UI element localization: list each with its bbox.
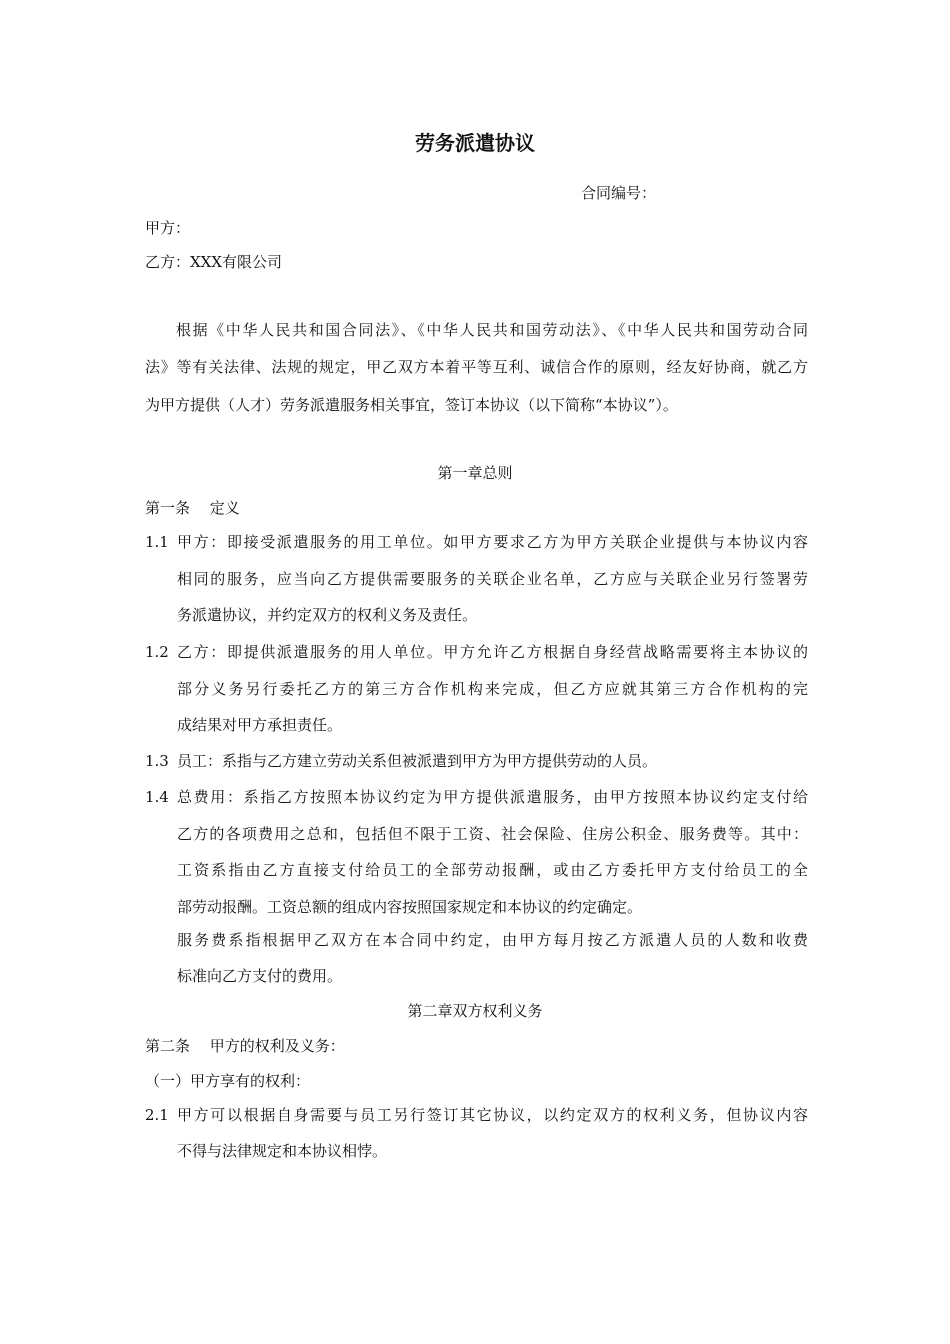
chapter-heading: 第二章双方权利义务 bbox=[407, 1002, 543, 1020]
clause-line: 乙方：即提供派遣服务的用人单位。甲方允许乙方根据自身经营战略需要将主本协议的 bbox=[177, 643, 808, 661]
clause-line: 务派遣协议，并约定双方的权利义务及责任。 bbox=[177, 606, 478, 624]
clause-line: 成结果对甲方承担责任。 bbox=[177, 716, 343, 734]
clause-line: 不得与法律规定和本协议相悖。 bbox=[177, 1142, 388, 1160]
contract-number-label: 合同编号： bbox=[581, 184, 657, 202]
clause-line: 部分义务另行委托乙方的第三方合作机构来完成，但乙方应就其第三方合作机构的完 bbox=[177, 680, 808, 698]
clause-line: 服务费系指根据甲乙双方在本合同中约定，由甲方每月按乙方派遣人员的人数和收费 bbox=[177, 931, 808, 949]
article-heading: 第二条 甲方的权利及义务： bbox=[145, 1037, 345, 1055]
clause-number: 1.3 bbox=[145, 752, 169, 770]
party-a-line: 甲方： bbox=[145, 219, 191, 237]
preamble-line: 法》等有关法律、法规的规定，甲乙双方本着平等互利、诚信合作的原则，经友好协商，就乙方 bbox=[145, 358, 808, 376]
article-heading: 第一条 定义 bbox=[145, 499, 240, 517]
chapter-heading: 第一章总则 bbox=[437, 464, 513, 482]
clause-number: 1.4 bbox=[145, 788, 169, 806]
clause-number: 2.1 bbox=[145, 1106, 169, 1124]
preamble-line: 根据《中华人民共和国合同法》、《中华人民共和国劳动法》、《中华人民共和国劳动合同 bbox=[176, 321, 808, 339]
sub-heading: （一）甲方享有的权利： bbox=[145, 1072, 311, 1090]
clause-line: 甲方可以根据自身需要与员工另行签订其它协议，以约定双方的权利义务，但协议内容 bbox=[177, 1106, 808, 1124]
clause-line: 员工：系指与乙方建立劳动关系但被派遣到甲方为甲方提供劳动的人员。 bbox=[177, 752, 658, 770]
clause-line: 部劳动报酬。工资总额的组成内容按照国家规定和本协议的约定确定。 bbox=[177, 898, 643, 916]
clause-line: 工资系指由乙方直接支付给员工的全部劳动报酬，或由乙方委托甲方支付给员工的全 bbox=[177, 861, 808, 879]
preamble-line: 为甲方提供（人才）劳务派遣服务相关事宜，签订本协议（以下简称“本协议”）。 bbox=[145, 396, 678, 414]
clause-line: 相同的服务，应当向乙方提供需要服务的关联企业名单，乙方应与关联企业另行签署劳 bbox=[177, 570, 808, 588]
clause-number: 1.2 bbox=[145, 643, 169, 661]
clause-line: 总费用：系指乙方按照本协议约定为甲方提供派遣服务，由甲方按照本协议约定支付给 bbox=[177, 788, 808, 806]
party-b-line: 乙方：XXX有限公司 bbox=[145, 253, 283, 271]
clause-line: 甲方：即接受派遣服务的用工单位。如甲方要求乙方为甲方关联企业提供与本协议内容 bbox=[177, 533, 808, 551]
clause-number: 1.1 bbox=[145, 533, 169, 551]
clause-line: 乙方的各项费用之总和，包括但不限于工资、社会保险、住房公积金、服务费等。其中： bbox=[177, 825, 808, 843]
clause-line: 标准向乙方支付的费用。 bbox=[177, 967, 343, 985]
document-title: 劳务派遣协议 bbox=[415, 131, 535, 155]
